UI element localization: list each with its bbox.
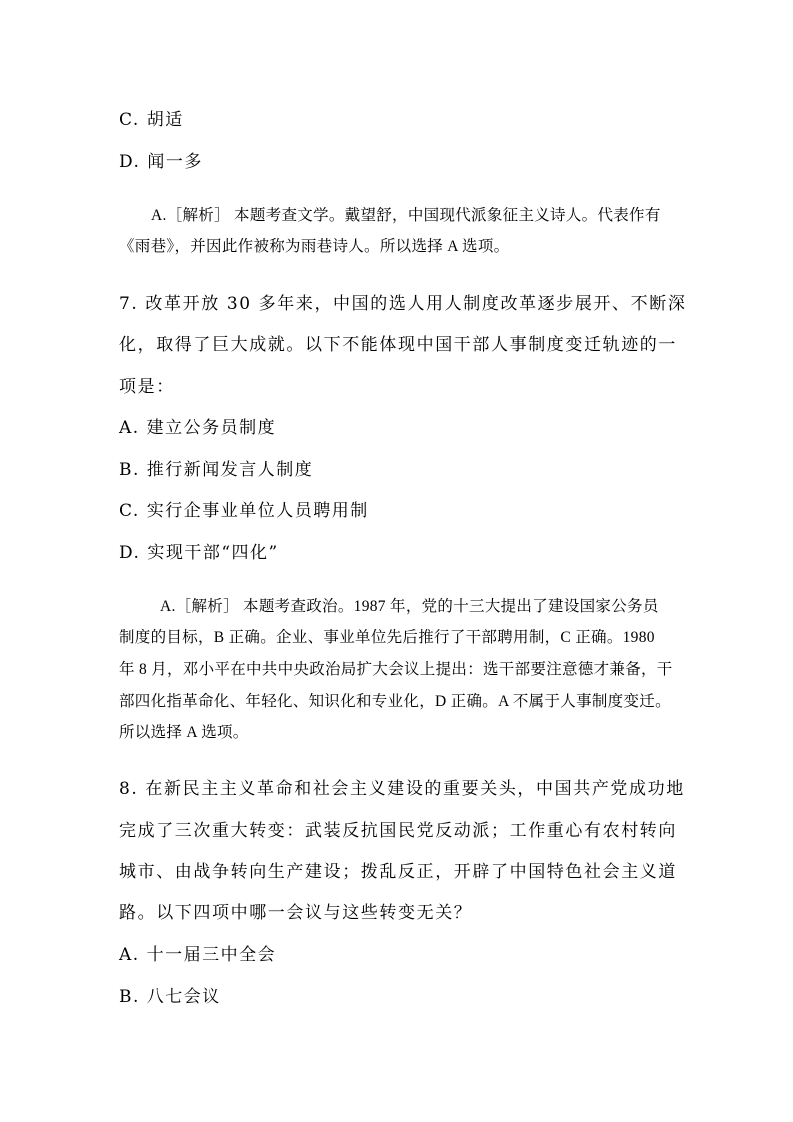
q7-option-b: B. 推行新闻发言人制度: [119, 460, 314, 480]
q8-option-b: B. 八七会议: [119, 987, 221, 1007]
q7-option-a: A. 建立公务员制度: [119, 418, 277, 438]
q7-explain-line-3: 年 8 月，邓小平在中共中央政治局扩大会议上提出：选干部要注意德才兼备，干: [119, 661, 673, 678]
q7-explain-line-4: 部四化指革命化、年轻化、知识化和专业化，D 正确。A 不属于人事制度变迁。: [119, 693, 671, 710]
q8-question-line-4: 路。以下四项中哪一会议与这些转变无关？: [119, 903, 473, 923]
q8-question-line-2: 完成了三次重大转变：武装反抗国民党反动派；工作重心有农村转向: [119, 821, 677, 841]
q7-explain-line-1: A.［解析］ 本题考查政治。1987 年，党的十三大提出了建设国家公务员: [160, 598, 659, 615]
q7-option-d: D. 实现干部“四化”: [119, 543, 279, 563]
q6-option-c: C. 胡适: [119, 110, 184, 130]
q6-option-d: D. 闻一多: [119, 152, 203, 172]
q7-question-line-2: 化，取得了巨大成就。以下不能体现中国干部人事制度变迁轨迹的一: [119, 335, 677, 355]
q8-question-line-1: 8. 在新民主主义革命和社会主义建设的重要关头，中国共产党成功地: [119, 779, 685, 799]
q7-option-c: C. 实行企事业单位人员聘用制: [119, 501, 369, 521]
q7-question-line-3: 项是：: [119, 377, 175, 397]
q7-explain-line-5: 所以选择 A 选项。: [119, 724, 249, 741]
q7-question-line-1: 7. 改革开放 30 多年来，中国的选人用人制度改革逐步展开、不断深: [119, 294, 687, 314]
q8-option-a: A. 十一届三中全会: [119, 945, 277, 965]
q6-explain-line-1: A.［解析］ 本题考查文学。戴望舒，中国现代派象征主义诗人。代表作有: [151, 207, 661, 224]
q6-explain-line-2: 《雨巷》，并因此作被称为雨巷诗人。所以选择 A 选项。: [119, 238, 510, 255]
q7-explain-line-2: 制度的目标，B 正确。企业、事业单位先后推行了干部聘用制，C 正确。1980: [119, 629, 655, 646]
q8-question-line-3: 城市、由战争转向生产建设；拨乱反正，开辟了中国特色社会主义道: [119, 862, 677, 882]
